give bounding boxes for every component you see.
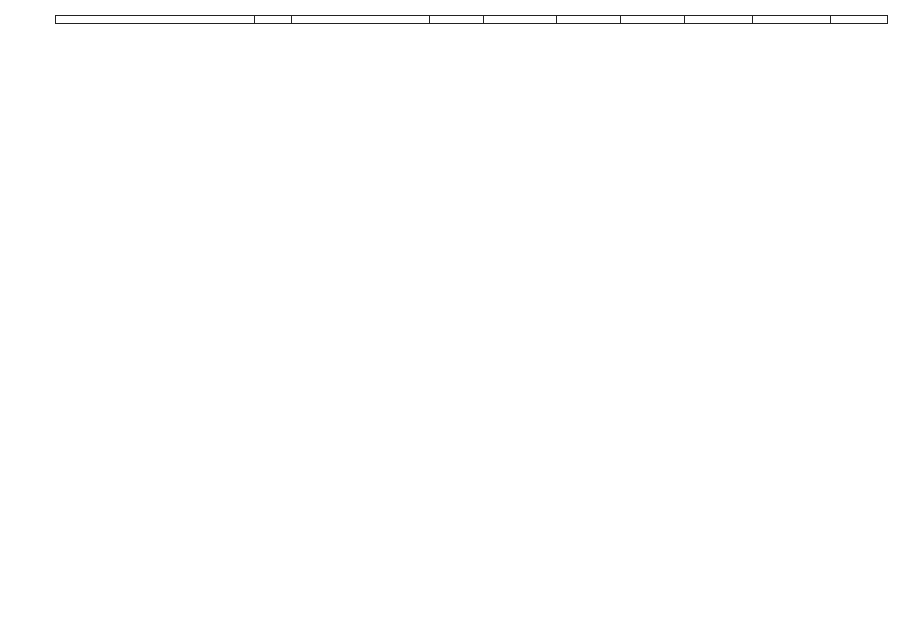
col-num-2-code	[255, 16, 292, 24]
col-num-9	[831, 16, 888, 24]
col-num-1	[56, 16, 255, 24]
col-num-4	[484, 16, 557, 24]
col-num-6	[621, 16, 685, 24]
budget-table	[55, 15, 888, 24]
col-num-5	[557, 16, 621, 24]
col-num-8	[753, 16, 831, 24]
column-number-row	[56, 16, 888, 24]
col-num-3	[430, 16, 484, 24]
col-num-7	[685, 16, 753, 24]
col-num-2	[292, 16, 430, 24]
